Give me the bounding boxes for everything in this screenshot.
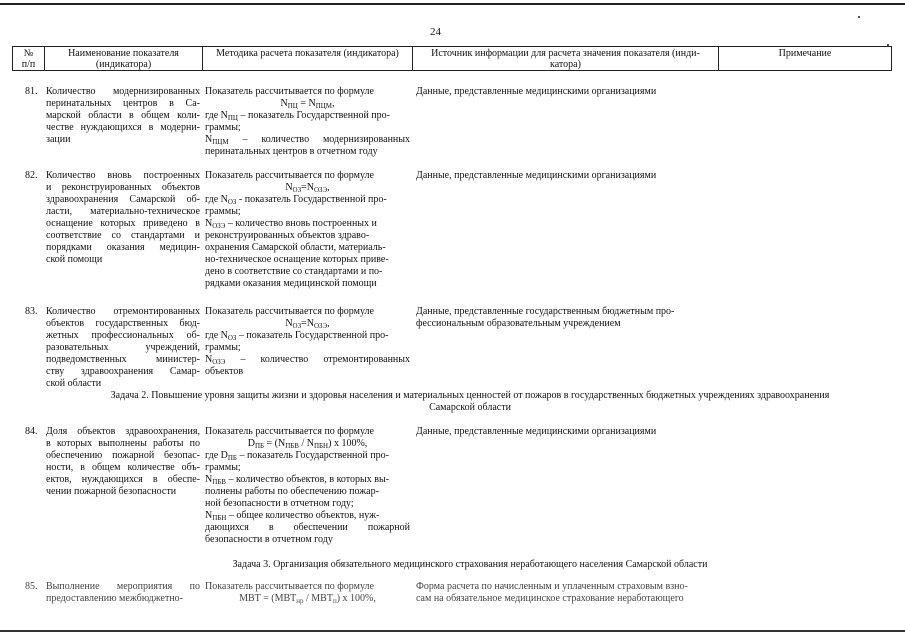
calc-method: Показатель рассчитывается по формуле $N_{ОЗ}=N_{ОЗЭ}$, где $N_{ОЗ}$ – показатель Государственной про- граммы; $N_{ОЗЭ}$ – количество отремонтированных объектов <box>205 306 410 377</box>
task-heading: Задача 2. Повышение уровня защиты жизни и здоровья населения и материальных ценностей от пожаров в государственных бюджетных учреждениях здравоохранения Самарской области <box>110 390 830 413</box>
info-source: Данные, представленные государственным бюджетным про- фессиональным образовательным учреждением <box>416 306 675 329</box>
header-text: (индикатора) <box>95 59 152 70</box>
header-text: Примечание <box>778 48 832 59</box>
page-number: 24 <box>430 26 441 38</box>
header-source <box>412 46 718 71</box>
scan-speck <box>858 16 860 18</box>
top-border-line <box>0 3 905 5</box>
indicator-name: Количество модернизированных перинатальных центров в Са- марской области в общем коли- честве нуждающихся в модерни- зации <box>46 86 200 145</box>
bottom-border-line <box>0 630 905 632</box>
info-source: Данные, представленные медицинскими организациями <box>416 86 657 97</box>
header-text: Наименование показателя <box>68 48 179 59</box>
indicator-name: Количество отремонтированных объектов государственных бюд- жетных профессиональных об- разовательных учреждений, подведомственных министер- ству здравоохранения Самар- ской области <box>46 306 200 389</box>
calc-method: Показатель рассчитывается по формуле MBT = $(MBT_{нр} / MBT_п)$ x 100%, <box>205 581 410 605</box>
formula: $N_{ОЗ}=N_{ОЗЭ}$, <box>285 182 330 194</box>
header-text: п/п <box>21 59 36 70</box>
header-number <box>12 46 44 71</box>
header-text: Методика расчета показателя (индикатора) <box>216 48 399 59</box>
header-indicator-name <box>44 46 202 71</box>
calc-method: Показатель рассчитывается по формуле $N_{ОЗ}=N_{ОЗЭ}$, где $N_{ОЗ}$ - показатель Государственной про- граммы; $N_{ОЗЭ}$ – количество вновь построенных и реконструированных объектов здраво- охранения Самарской области, материаль- но-техническое оснащение которых приве- дено в соответствие со стандартами и по- рядками оказания медицинской помощи <box>205 170 410 290</box>
formula: $D_{ПБ} = (N_{ПБВ} / N_{ПБН})$ x 100%, <box>247 438 368 450</box>
indicator-name: Доля объектов здравоохранения, в которых выполнены работы по обеспечению пожарной безопас- ности, в общем количестве объ- ектов, нуждающихся в обеспе- чении пожарной безопасности <box>46 426 200 497</box>
formula: $N_{ОЗ}=N_{ОЗЭ}$, <box>285 318 330 330</box>
formula: $N_{ПЦ} = N_{ПЦМ}$, <box>280 98 335 110</box>
header-text: Источник информации для расчета значения показателя (инди- <box>431 48 700 59</box>
calc-method: Показатель рассчитывается по формуле $D_{ПБ} = (N_{ПБВ} / N_{ПБН})$ x 100%, где $D_{ПБ}$ – показатель Государственной про- граммы; $N_{ПБВ}$ – количество объектов, в которых вы- полнены работы по обеспечению пожар- ной безопасности в отчетном году; $N_{ПБН}$ – общее количество объектов, нуж- дающихся в обеспечении пожарной безопасности в отчетном году <box>205 426 410 545</box>
row-number: 81. <box>25 86 38 97</box>
info-source: Форма расчета по начисленным и уплаченным страховым взно- сам на обязательное медицинское страхование неработающего <box>416 581 688 604</box>
row-number: 84. <box>25 426 38 437</box>
calc-method: Показатель рассчитывается по формуле $N_{ПЦ} = N_{ПЦМ}$, где $N_{ПЦ}$ – показатель Государственной про- граммы; $N_{ПЦМ}$ – количество модернизированных перинатальных центров в отчетном году <box>205 86 410 157</box>
formula: MBT = $(MBT_{нр} / MBT_п)$ x 100%, <box>239 593 376 605</box>
task-heading: Задача 3. Организация обязательного медицинского страхования неработающего населения Самарской области <box>232 559 708 570</box>
row-number: 83. <box>25 306 38 317</box>
info-source: Данные, представленные медицинскими организациями <box>416 170 657 181</box>
indicator-name: Количество вновь построенных и реконструированных объектов здравоохранения Самарской об- ласти, материально-техническое оснащение которых приведено в соответствие со стандартами и порядками оказания медицин- ской помощи <box>46 170 200 265</box>
header-text: катора) <box>550 59 581 70</box>
header-method <box>202 46 412 71</box>
info-source: Данные, представленные медицинскими организациями <box>416 426 657 437</box>
header-text: № <box>23 48 34 59</box>
indicator-name: Выполнение мероприятия по предоставлению межбюджетно- <box>46 581 200 604</box>
header-note <box>718 46 892 71</box>
row-number: 82. <box>25 170 38 181</box>
row-number: 85. <box>25 581 38 592</box>
